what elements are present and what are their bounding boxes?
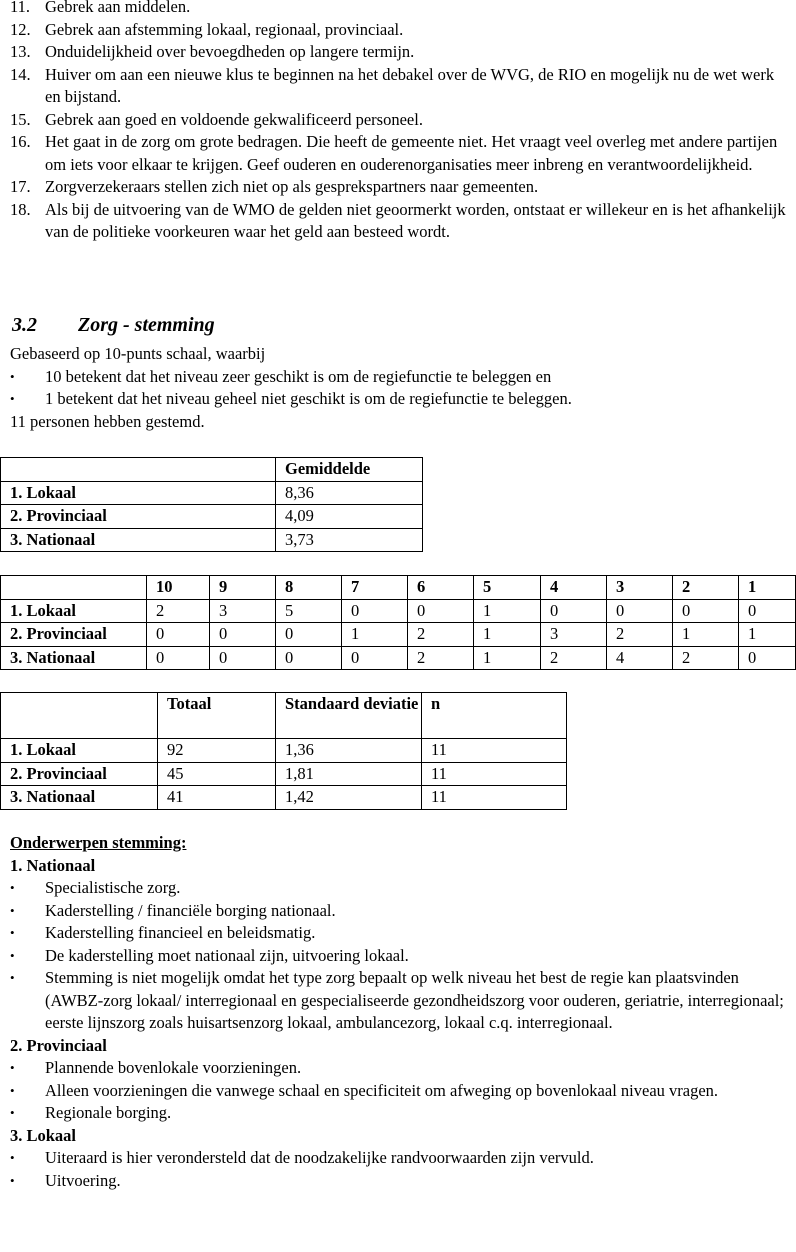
- topic-group-title: 1. Nationaal: [10, 855, 96, 875]
- table-cell: 11: [422, 762, 567, 786]
- list-item: [10, 199, 790, 244]
- table-row: [1, 786, 567, 810]
- table-header-cell: 7: [342, 576, 408, 600]
- bullet-icon: •: [10, 880, 15, 895]
- table-cell: 3: [210, 599, 276, 623]
- item-text: Als bij de uitvoering van de WMO de gelden niet geoormerkt worden, ontstaat er willekeur en is het afhankelijk van de politieke voorkeuren waar het geld aan besteed wordt.: [45, 199, 786, 241]
- table-header-cell: Gemiddelde: [276, 458, 423, 482]
- table-row: [1, 528, 423, 552]
- table-cell: 4: [607, 646, 673, 670]
- table-cell: 41: [158, 786, 276, 810]
- table-cell: 1: [474, 646, 541, 670]
- list-item: [10, 366, 790, 389]
- table-row: [1, 739, 567, 763]
- bullet-text: Uiteraard is hier verondersteld dat de noodzakelijke randvoorwaarden zijn vervuld.: [45, 1148, 594, 1167]
- row-label: 3. Nationaal: [1, 646, 147, 670]
- bullet-text: Alleen voorzieningen die vanwege schaal en specificiteit om afweging op bovenlokaal niveau vragen.: [45, 1080, 719, 1100]
- bullet-icon: •: [10, 1082, 15, 1098]
- list-item: [10, 41, 790, 64]
- topic-list: [10, 877, 790, 1035]
- intro-bullets: [10, 366, 790, 411]
- item-number: 12.: [10, 19, 31, 39]
- row-label: 1. Lokaal: [1, 481, 276, 505]
- table-cell: 92: [158, 739, 276, 763]
- list-item: [10, 1080, 790, 1103]
- bullet-icon: •: [10, 1105, 15, 1120]
- table-header-cell: 1: [739, 576, 796, 600]
- list-item: [10, 388, 790, 411]
- intro-line: Gebaseerd op 10-punts schaal, waarbij: [10, 344, 266, 363]
- topics-block: [10, 832, 790, 1192]
- totals-table: [0, 692, 567, 810]
- table-cell: 1,42: [276, 786, 422, 810]
- table-cell: 1: [342, 623, 408, 647]
- bullet-icon: •: [10, 902, 15, 918]
- row-label: 2. Provinciaal: [1, 505, 276, 529]
- section-heading: [12, 312, 215, 338]
- table-cell: 2: [607, 623, 673, 647]
- bullet-icon: •: [10, 368, 15, 384]
- table-cell: 0: [276, 646, 342, 670]
- item-number: 13.: [10, 42, 31, 61]
- bullet-text: Kaderstelling / financiële borging nationaal.: [45, 900, 336, 920]
- table-row: [1, 762, 567, 786]
- table-header-cell: n: [422, 693, 567, 739]
- list-item: [10, 877, 790, 900]
- table-header-cell: 4: [541, 576, 607, 600]
- table-cell: 2: [541, 646, 607, 670]
- table-cell: 0: [673, 599, 739, 623]
- table-cell: [1, 458, 276, 482]
- table-header-cell: 8: [276, 576, 342, 600]
- list-item: [10, 64, 790, 109]
- table-row: [1, 458, 423, 482]
- item-number: 11.: [10, 0, 31, 16]
- list-item: [10, 1057, 790, 1080]
- item-text: Onduidelijkheid over bevoegdheden op langere termijn.: [45, 42, 415, 61]
- table-cell: 0: [739, 599, 796, 623]
- table-header-cell: 3: [607, 576, 673, 600]
- topics-heading: Onderwerpen stemming:: [10, 833, 187, 852]
- row-label: 3. Nationaal: [1, 786, 158, 810]
- table-cell: 3: [541, 623, 607, 647]
- table-cell: 4,09: [276, 505, 423, 529]
- row-label: 1. Lokaal: [1, 739, 158, 763]
- row-label: 2. Provinciaal: [1, 762, 158, 786]
- table-header-cell: Totaal: [158, 693, 276, 739]
- table-cell: 3,73: [276, 528, 423, 552]
- item-text: Het gaat in de zorg om grote bedragen. Die heeft de gemeente niet. Het vraagt veel overleg met andere partijen om iets voor elkaar te krijgen. Geef ouderen en ouderenorganisaties meer inbreng en verantwoordelijkheid.: [45, 132, 778, 174]
- item-number: 14.: [10, 64, 31, 84]
- table-cell: 1: [474, 599, 541, 623]
- table-cell: 2: [673, 646, 739, 670]
- bullet-text: 1 betekent dat het niveau geheel niet geschikt is om de regiefunctie te beleggen.: [45, 389, 572, 408]
- table-row: [1, 576, 796, 600]
- table-row: [1, 623, 796, 647]
- bullet-text: Regionale borging.: [45, 1103, 172, 1122]
- item-number: 15.: [10, 109, 31, 129]
- list-item: [10, 131, 790, 176]
- table-cell: 5: [276, 599, 342, 623]
- table-cell: 2: [147, 599, 210, 623]
- table-cell: 0: [147, 623, 210, 647]
- table-cell: 11: [422, 786, 567, 810]
- table-cell: 0: [342, 646, 408, 670]
- intro-block: [10, 343, 790, 433]
- list-item: [10, 1170, 790, 1193]
- score-distribution-table: [0, 575, 796, 670]
- item-number: 16.: [10, 132, 31, 151]
- bullet-icon: •: [10, 1150, 15, 1165]
- table-cell: 0: [408, 599, 474, 623]
- table-cell: 1: [739, 623, 796, 647]
- bullet-icon: •: [10, 391, 15, 406]
- table-cell: 0: [210, 646, 276, 670]
- bullet-text: De kaderstelling moet nationaal zijn, uitvoering lokaal.: [45, 945, 409, 965]
- list-item: [10, 176, 790, 199]
- table-cell: 0: [607, 599, 673, 623]
- bullet-text: Stemming is niet mogelijk omdat het type zorg bepaalt op welk niveau het best de regie kan plaatsvinden (AWBZ-zorg lokaal/ interregionaal en gespecialiseerde gezondheidszorg voor ouderen, geriatrie, interregionaal; eerste lijnszorg zoals huisartsenzorg lokaal, ambulancezorg, lokaal c.q. interregionaal.: [45, 968, 784, 1032]
- table-cell: 1,81: [276, 762, 422, 786]
- bullet-icon: •: [10, 947, 15, 963]
- table-header-cell: Standaard deviatie: [276, 693, 422, 739]
- list-item: [10, 945, 790, 968]
- topic-group-title: 2. Provinciaal: [10, 1035, 107, 1055]
- bullet-text: Plannende bovenlokale voorzieningen.: [45, 1058, 302, 1077]
- table-cell: 0: [739, 646, 796, 670]
- table-cell: 8,36: [276, 481, 423, 505]
- table-cell: 0: [210, 623, 276, 647]
- item-number: 17.: [10, 177, 31, 196]
- table-cell: [1, 693, 158, 739]
- table-header-cell: 5: [474, 576, 541, 600]
- table-header-cell: 9: [210, 576, 276, 600]
- bullet-icon: •: [10, 1060, 15, 1075]
- bullet-icon: •: [10, 970, 15, 985]
- table-row: [1, 693, 567, 739]
- list-item: [10, 1102, 790, 1125]
- table-row: [1, 481, 423, 505]
- bullet-text: Uitvoering.: [45, 1170, 121, 1190]
- table-cell: 0: [276, 623, 342, 647]
- table-cell: 2: [408, 623, 474, 647]
- table-row: [1, 599, 796, 623]
- bullet-icon: •: [10, 925, 15, 940]
- list-item: [10, 900, 790, 923]
- table-cell: 0: [541, 599, 607, 623]
- bullet-text: Specialistische zorg.: [45, 878, 181, 897]
- table-row: [1, 505, 423, 529]
- table-header-cell: 2: [673, 576, 739, 600]
- list-item: [10, 109, 790, 132]
- average-table: [0, 457, 423, 552]
- list-item: [10, 1147, 790, 1170]
- table-cell: 0: [147, 646, 210, 670]
- numbered-list: [10, 0, 790, 244]
- table-cell: 1: [673, 623, 739, 647]
- table-header-cell: 6: [408, 576, 474, 600]
- table-cell: 1,36: [276, 739, 422, 763]
- item-text: Gebrek aan goed en voldoende gekwalificeerd personeel.: [45, 109, 423, 129]
- item-text: Huiver om aan een nieuwe klus te beginnen na het debakel over de WVG, de RIO en mogelijk nu de wet werk en bijstand.: [45, 64, 775, 106]
- item-number: 18.: [10, 199, 31, 219]
- topic-list: [10, 1147, 790, 1192]
- list-item: [10, 0, 790, 19]
- list-item: [10, 19, 790, 42]
- voters-line: 11 personen hebben gestemd.: [10, 411, 205, 431]
- topic-group-title: 3. Lokaal: [10, 1125, 77, 1145]
- table-cell: [1, 576, 147, 600]
- item-text: Gebrek aan middelen.: [45, 0, 191, 16]
- bullet-text: Kaderstelling financieel en beleidsmatig.: [45, 923, 316, 942]
- row-label: 1. Lokaal: [1, 599, 147, 623]
- list-item: [10, 922, 790, 945]
- bullet-text: 10 betekent dat het niveau zeer geschikt is om de regiefunctie te beleggen en: [45, 366, 552, 386]
- row-label: 2. Provinciaal: [1, 623, 147, 647]
- table-cell: 0: [342, 599, 408, 623]
- item-text: Gebrek aan afstemming lokaal, regionaal, provinciaal.: [45, 19, 404, 39]
- table-cell: 45: [158, 762, 276, 786]
- table-header-cell: 10: [147, 576, 210, 600]
- table-row: [1, 646, 796, 670]
- table-cell: 2: [408, 646, 474, 670]
- item-text: Zorgverzekeraars stellen zich niet op als gesprekspartners naar gemeenten.: [45, 177, 539, 196]
- row-label: 3. Nationaal: [1, 528, 276, 552]
- table-cell: 1: [474, 623, 541, 647]
- bullet-icon: •: [10, 1172, 15, 1188]
- table-cell: 11: [422, 739, 567, 763]
- topic-list: [10, 1057, 790, 1125]
- section-number: 3.2: [12, 314, 37, 336]
- section-title: Zorg - stemming: [78, 314, 215, 336]
- list-item: [10, 967, 790, 1035]
